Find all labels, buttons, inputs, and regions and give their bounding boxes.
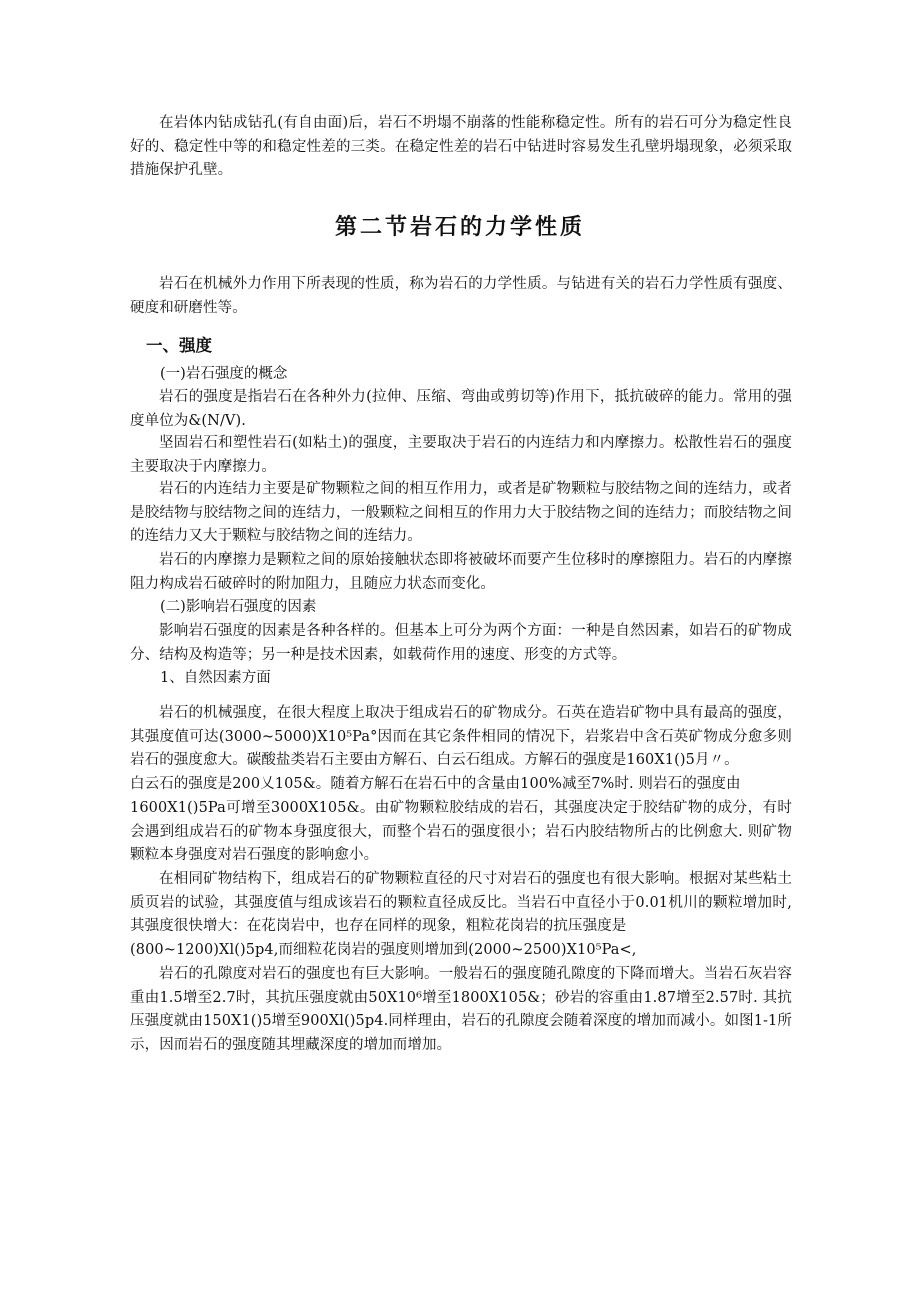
- heading-strength: 一、强度: [146, 336, 212, 355]
- paragraph-grain-size-cont: (800~1200)Xl()5p4,而细粒花岗岩的强度则增加到(2000~2500)X10⁵Pa<,: [130, 942, 637, 958]
- subheading-strength-concept: (一)岩石强度的概念: [160, 366, 288, 382]
- paragraph-stability: 在岩体内钻成钻孔(有自由面)后，岩石不坍塌不崩落的性能称稳定性。所有的岩石可分为稳定性良好的、稳定性中等的和稳定性差的三类。在稳定性差的岩石中钻进时容易发生孔壁坍塌现象，必须采取措施保护孔壁。: [130, 115, 792, 178]
- subheading-influencing-factors: (二)影响岩石强度的因素: [160, 599, 317, 615]
- paragraph-grain-size: 在相同矿物结构下，组成岩石的矿物颗粒直径的尺寸对岩石的强度也有很大影响。根据对某些粘土质页岩的试验，其强度值与组成该岩石的颗粒直径成反比。当岩石中直径小于0.01机川的颗粒增加时, 其强度很快增大：在花岗岩中，也存在同样的现象，粗粒花岗岩的抗压强度是: [130, 871, 792, 934]
- paragraph-internal-friction: 岩石的内摩擦力是颗粒之间的原始接触状态即将被破坏而要产生位移时的摩擦阻力。岩石的内摩擦阻力构成岩石破碎时的附加阻力，且随应力状态而变化。: [130, 552, 792, 592]
- paragraph-factor-types: 影响岩石强度的因素是各种各样的。但基本上可分为两个方面：一种是自然因素，如岩石的矿物成分、结构及构造等；另一种是技术因素，如载荷作用的速度、形变的方式等。: [130, 623, 792, 663]
- paragraph-porosity: 岩石的孔隙度对岩石的强度也有巨大影响。一般岩石的强度随孔隙度的下降而增大。当岩石灰岩容重由1.5增至2.7时，其抗压强度就由50X10⁶增至1800X105&；砂岩的容重由1.87增至2.57时. 其抗压强度就由150X1()5增至900Xl()5p4.同样理由，岩石的孔隙度会随着深度的增加而减小。如图1-1所示，因而岩石的强度随其埋藏深度的增加而增加。: [130, 966, 792, 1053]
- paragraph-mechanical-intro: 岩石在机械外力作用下所表现的性质，称为岩石的力学性质。与钻进有关的岩石力学性质有强度、硬度和研磨性等。: [130, 276, 792, 316]
- paragraph-mineral-composition-cont1: 白云石的强度是200乂105&。随着方解石在岩石中的含量由100%减至7%时. 则岩石的强度由: [130, 776, 741, 792]
- section-title: 第二节岩石的力学性质: [334, 214, 585, 240]
- subheading-natural-factors: 1、自然因素方面: [160, 670, 271, 686]
- paragraph-strength-definition: 岩石的强度是指岩石在各种外力(拉伸、压缩、弯曲或剪切等)作用下，抵抗破碎的能力。常用的强度单位为&(N∕V).: [130, 389, 792, 429]
- paragraph-mineral-composition-cont2: 1600X1()5Pa可增至3000X105&。由矿物颗粒胶结成的岩石，其强度决定于胶结矿物的成分，有时会遇到组成岩石的矿物本身强度很大，而整个岩石的强度很小；岩石内胶结物所占的比例愈大. 则矿物颗粒本身强度对岩石强度的影响愈小。: [130, 800, 792, 863]
- paragraph-cohesion: 岩石的内连结力主要是矿物颗粒之间的相互作用力，或者是矿物颗粒与胶结物之间的连结力，或者是胶结物与胶结物之间的连结力，一般颗粒之间相互的作用力大于胶结物之间的连结力；而胶结物之间的连结力又大于颗粒与胶结物之间的连结力。: [130, 481, 792, 544]
- paragraph-strength-factors: 坚固岩石和塑性岩石(如粘土)的强度，主要取决于岩石的内连结力和内摩擦力。松散性岩石的强度主要取决于内摩擦力。: [130, 435, 792, 475]
- paragraph-mineral-composition: 岩石的机械强度，在很大程度上取决于组成岩石的矿物成分。石英在造岩矿物中具有最高的强度，其强度值可达(3000~5000)X10⁵Pa°因而在其它条件相同的情况下，岩浆岩中含石英矿物成分愈多则岩石的强度愈大。碳酸盐类岩石主要由方解石、白云石组成。方解石的强度是160X1()5月〃。: [130, 705, 792, 768]
